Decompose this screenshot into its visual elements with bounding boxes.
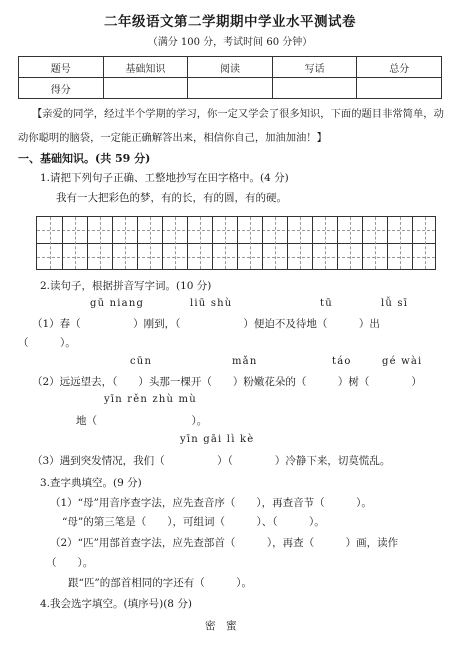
grid-dashed-v <box>175 217 176 269</box>
q2-pinyin: yīn rěn zhù mù <box>104 394 197 405</box>
grid-line-v <box>162 217 163 269</box>
grid-line-v <box>362 217 363 269</box>
grid-line-v <box>187 217 188 269</box>
q2-pinyin: gé wài <box>382 356 423 367</box>
grid-line-v <box>137 217 138 269</box>
score-header-total: 总分 <box>357 57 442 78</box>
q2-line-1: （1）春（ ）刚到，（ ）便迫不及待地（ ）出 <box>32 318 380 330</box>
q3-line-2: “母”的第三笔是（ ），可组词（ ）、（ ）。 <box>62 516 325 528</box>
q2-pinyin: gū niang <box>90 298 145 309</box>
q2-line-2: （2）远远望去，（ ）头那一棵开（ ）粉嫩花朵的（ ）树（ ） <box>32 376 422 388</box>
grid-line-v <box>337 217 338 269</box>
grid-line-v <box>287 217 288 269</box>
q2-pinyin: cūn <box>130 356 153 367</box>
q3-line-4: 跟“匹”的部首相同的字还有（ ）。 <box>68 577 252 589</box>
q1-prompt: 1.请把下列句子正确、工整地抄写在田字格中。(4 分) <box>40 172 289 184</box>
grid-dashed-v <box>50 217 51 269</box>
score-cell-reading[interactable] <box>188 78 273 99</box>
score-cell-writing[interactable] <box>272 78 357 99</box>
page-title: 二年级语文第二学期期中学业水平测试卷 <box>104 14 356 30</box>
grid-line-v <box>237 217 238 269</box>
q2-pinyin: lǚ sī <box>381 298 409 309</box>
grid-dashed-v <box>275 217 276 269</box>
grid-dashed-v <box>150 217 151 269</box>
exam-info: （满分 100 分，考试时间 60 分钟） <box>147 37 313 48</box>
score-table-header-row <box>19 57 442 78</box>
score-table <box>18 56 442 99</box>
q2-pinyin: liū shù <box>190 298 233 309</box>
score-header-writing: 写话 <box>272 57 357 78</box>
grid-dashed-v <box>350 217 351 269</box>
grid-line-v <box>412 217 413 269</box>
grid-line-v <box>212 217 213 269</box>
score-header-basics: 基础知识 <box>103 57 188 78</box>
grid-line-v <box>112 217 113 269</box>
grid-line-v <box>312 217 313 269</box>
score-cell-basics[interactable] <box>103 78 188 99</box>
grid-dashed-v <box>250 217 251 269</box>
q2-line-1-continued: （ ）。 <box>18 337 76 349</box>
grid-line-v <box>62 217 63 269</box>
q2-line-2-continued: 地（ ）。 <box>76 415 208 427</box>
q2-pinyin: táo <box>332 356 352 367</box>
grid-line-v <box>387 217 388 269</box>
q1-sentence: 我有一大把彩色的梦，有的长，有的圆，有的硬。 <box>56 192 287 204</box>
grid-line-v <box>87 217 88 269</box>
grid-dashed-v <box>425 217 426 269</box>
q2-prompt: 2.读句子，根据拼音写字词。(10 分) <box>40 280 212 292</box>
tianzige-grid[interactable] <box>36 216 436 270</box>
score-table-score-row <box>19 78 442 99</box>
q4-prompt: 4.我会选字填空。(填序号)(8 分) <box>40 598 192 610</box>
q3-line-3-continued: （ ）。 <box>46 557 94 569</box>
score-cell-total[interactable] <box>357 78 442 99</box>
q3-line-1: （1）“母”用音序查字法，应先查音序（ ），再查音节（ ）。 <box>50 497 372 509</box>
section-basics-heading: 一、基础知识。(共 59 分) <box>18 152 151 165</box>
score-header-reading: 阅读 <box>188 57 273 78</box>
grid-line-v <box>262 217 263 269</box>
q2-pinyin: yīn gāi lì kè <box>180 434 255 445</box>
grid-dashed-v <box>75 217 76 269</box>
grid-dashed-v <box>325 217 326 269</box>
grid-dashed-v <box>125 217 126 269</box>
q2-pinyin: tū <box>320 298 333 309</box>
score-row-label: 得分 <box>19 78 104 99</box>
grid-dashed-v <box>300 217 301 269</box>
score-header-question: 题号 <box>19 57 104 78</box>
intro-paragraph: 【亲爱的同学，经过半个学期的学习，你一定又学会了很多知识，下面的题目非常简单，动动你聪明的脑袋，一定能正确解答出来，相信你自己，加油加油！】 <box>18 108 444 144</box>
grid-dashed-v <box>400 217 401 269</box>
q3-line-3: （2）“匹”用部首查字法，应先查部首（ ），再查（ ）画，读作 <box>50 537 399 549</box>
grid-dashed-v <box>200 217 201 269</box>
grid-dashed-v <box>100 217 101 269</box>
q2-line-3: （3）遇到突发情况，我们（ ）（ ）冷静下来，切莫慌乱。 <box>32 455 391 467</box>
q4-choice-chars: 密 蜜 <box>205 620 237 632</box>
grid-dashed-v <box>225 217 226 269</box>
q2-pinyin: mǎn <box>232 356 258 367</box>
q3-prompt: 3.查字典填空。(9 分) <box>40 477 142 489</box>
grid-dashed-v <box>375 217 376 269</box>
